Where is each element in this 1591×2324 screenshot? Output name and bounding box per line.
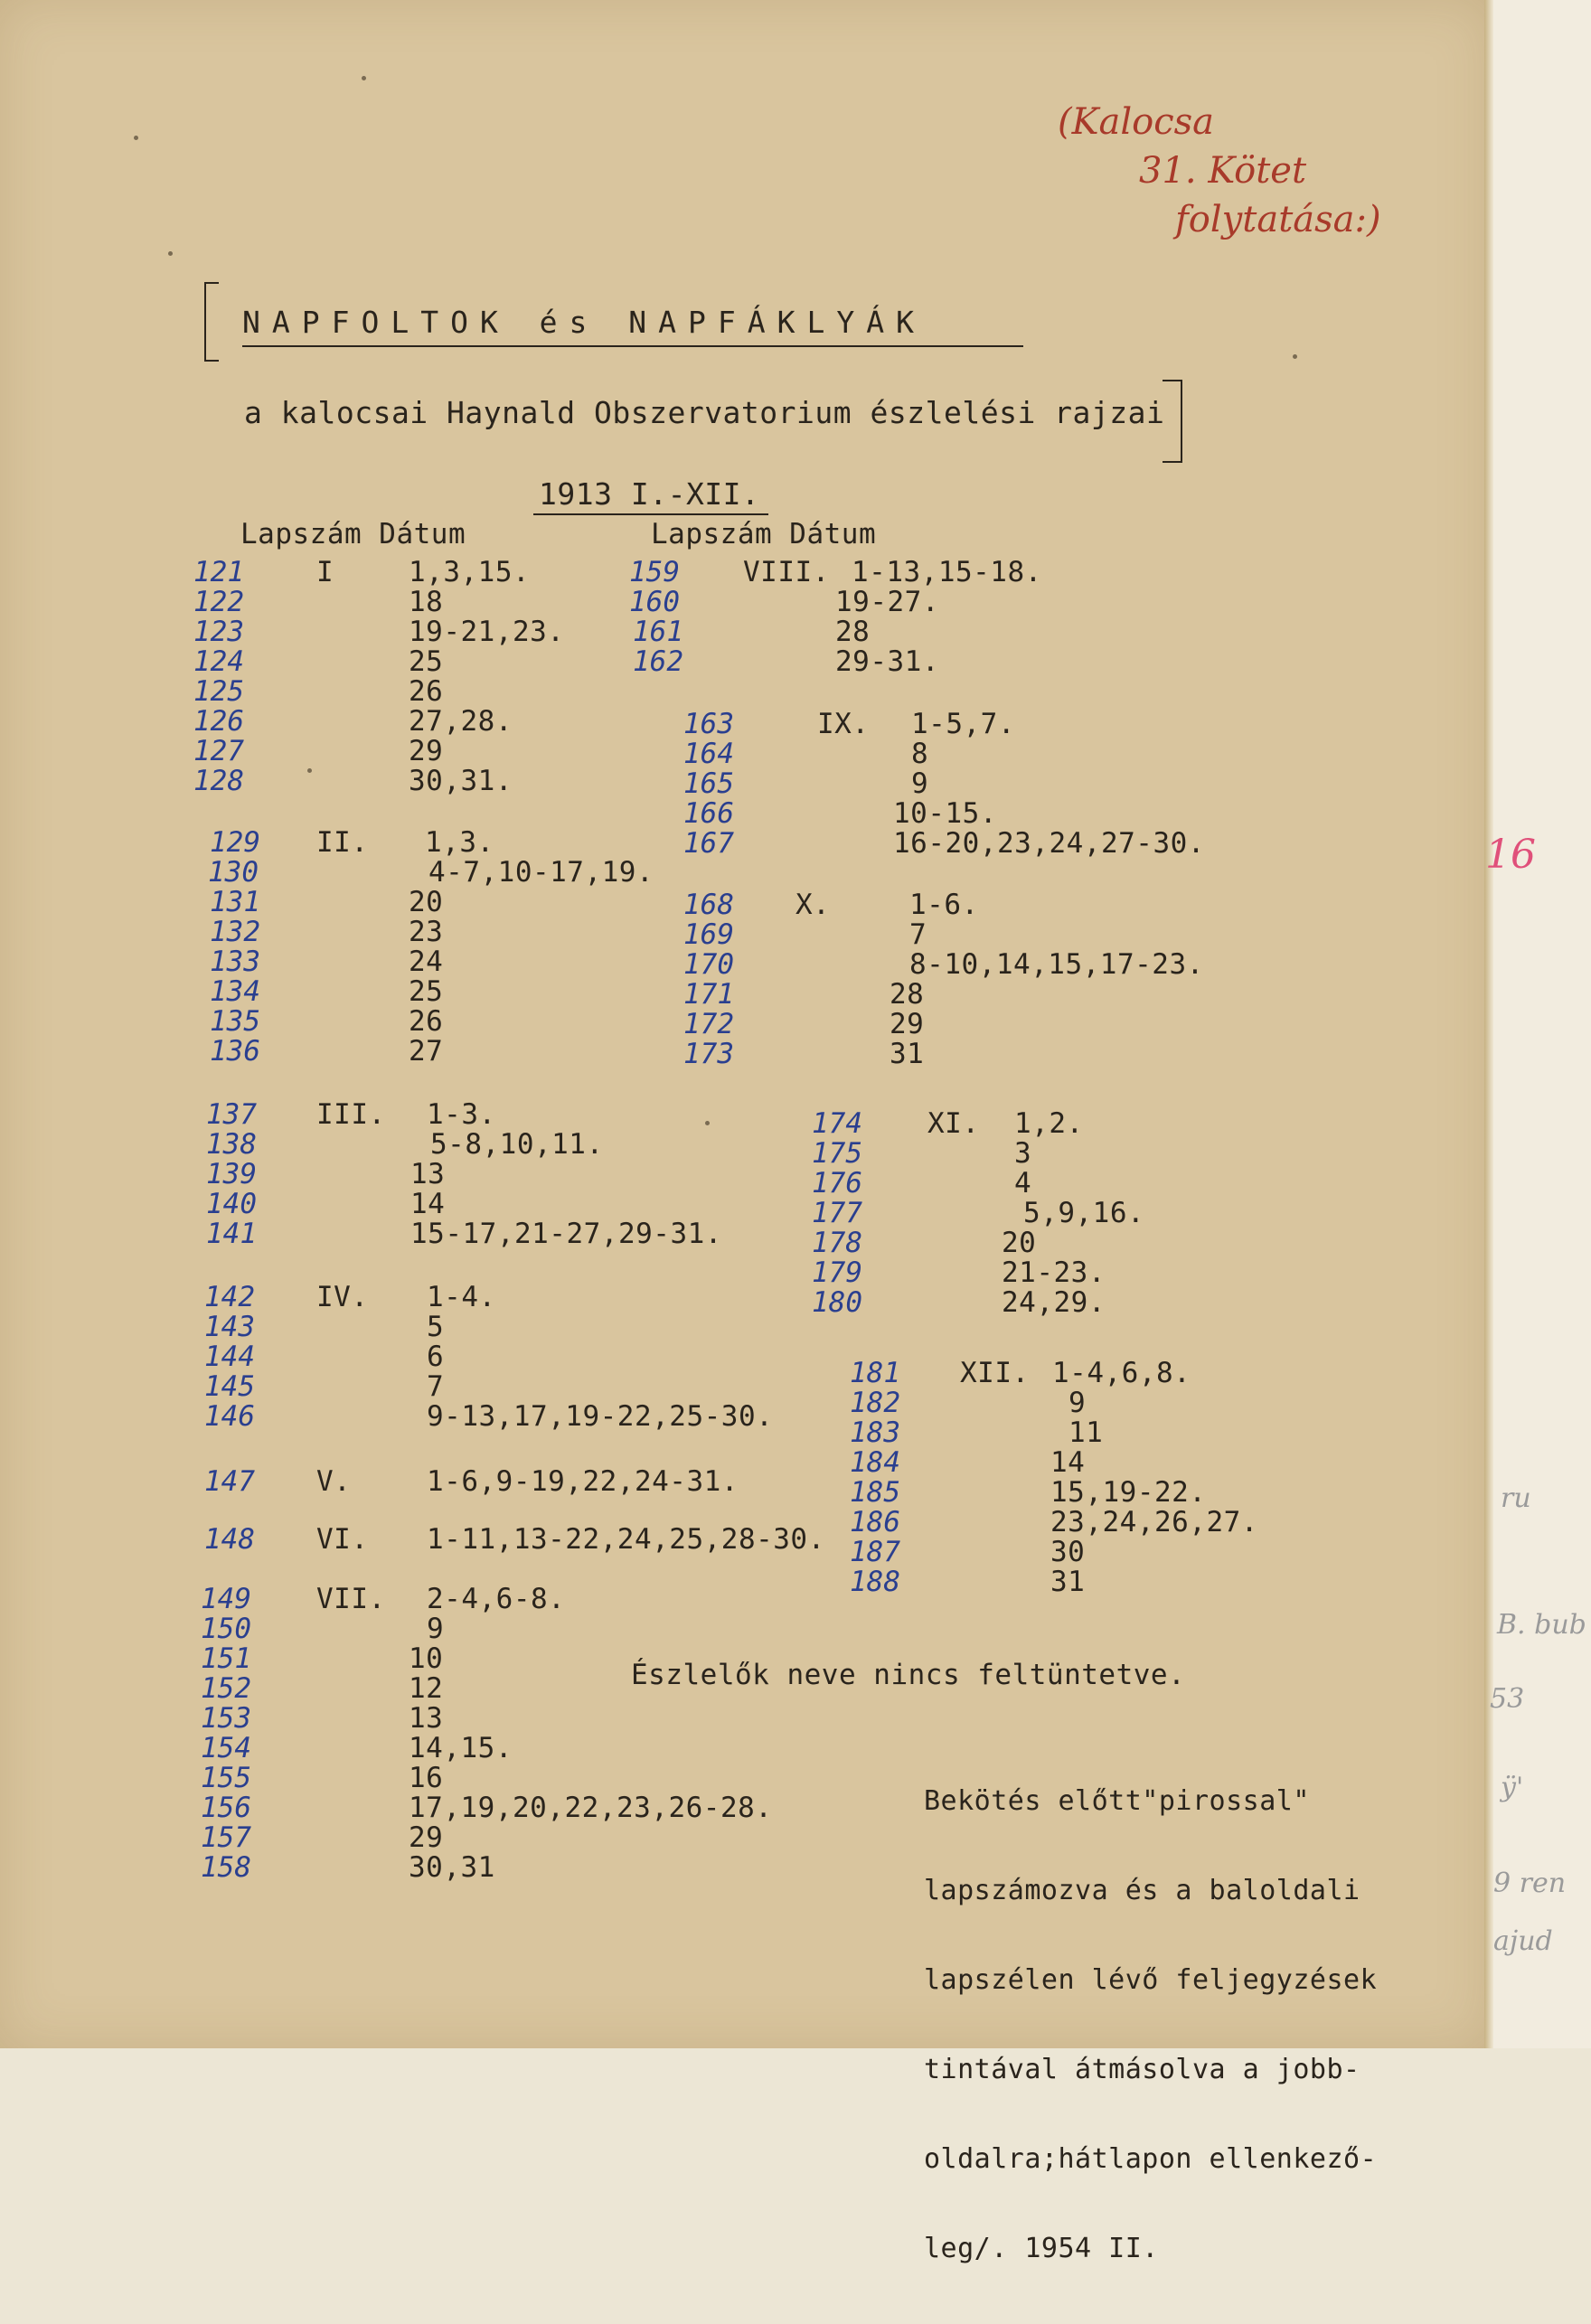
- entry-page-number: 159: [629, 556, 680, 588]
- entry-page-number: 171: [683, 978, 734, 1011]
- entry-month: IX.: [817, 708, 870, 740]
- entry-dates: 16: [409, 1762, 444, 1794]
- binding-note-line: lapszámozva és a baloldali: [924, 1875, 1360, 1906]
- entry-dates: 31: [890, 1038, 925, 1070]
- entry-page-number: 182: [850, 1387, 900, 1419]
- entry-dates: 15,19-22.: [1050, 1476, 1207, 1509]
- entry-dates: 28: [890, 978, 925, 1011]
- entry-page-number: 145: [204, 1370, 255, 1403]
- entry-page-number: 177: [812, 1197, 862, 1229]
- entry-dates: 1-5,7.: [911, 708, 1015, 740]
- entry-page-number: 150: [201, 1613, 251, 1645]
- entry-dates: 4: [1014, 1167, 1032, 1200]
- entry-page-number: 138: [206, 1128, 257, 1161]
- entry-dates: 18: [409, 586, 444, 618]
- entry-dates: 13: [409, 1702, 444, 1735]
- entry-page-number: 181: [850, 1357, 900, 1389]
- entry-page-number: 126: [193, 705, 244, 738]
- column-header-left: Lapszám Dátum: [240, 518, 466, 550]
- entry-dates: 9: [911, 767, 929, 800]
- entry-dates: 1-13,15-18.: [852, 556, 1042, 588]
- entry-page-number: 134: [210, 975, 260, 1008]
- entry-month: VII.: [316, 1583, 386, 1615]
- entry-dates: 3: [1014, 1137, 1032, 1170]
- entry-page-number: 157: [201, 1821, 251, 1854]
- entry-page-number: 175: [812, 1137, 862, 1170]
- entry-page-number: 163: [683, 708, 734, 740]
- entry-page-number: 187: [850, 1536, 900, 1568]
- entry-dates: 8-10,14,15,17-23.: [909, 948, 1204, 981]
- entry-month: II.: [316, 826, 369, 859]
- column-header-right: Lapszám Dátum: [651, 518, 877, 550]
- entry-page-number: 148: [204, 1523, 255, 1556]
- entry-dates: 27,28.: [409, 705, 513, 738]
- entry-dates: 29: [890, 1008, 925, 1040]
- entry-dates: 19-27.: [835, 586, 939, 618]
- entry-dates: 23,24,26,27.: [1050, 1506, 1258, 1538]
- entry-dates: 1-4.: [427, 1281, 496, 1313]
- entry-dates: 12: [409, 1672, 444, 1705]
- entry-page-number: 132: [210, 916, 260, 948]
- entry-page-number: 155: [201, 1762, 251, 1794]
- binding-note-line: oldalra;hátlapon ellenkező-: [924, 2143, 1378, 2175]
- entry-dates: 14: [410, 1188, 446, 1220]
- binding-note-line: Bekötés előtt"pirossal": [924, 1785, 1310, 1817]
- entry-dates: 2-4,6-8.: [427, 1583, 566, 1615]
- entry-dates: 28: [835, 616, 871, 648]
- entry-dates: 13: [410, 1158, 446, 1190]
- entry-dates: 27: [409, 1035, 444, 1068]
- entry-page-number: 143: [204, 1311, 255, 1343]
- title-bracket-right: [1163, 380, 1182, 463]
- entry-dates: 1,3,15.: [409, 556, 531, 588]
- entry-page-number: 185: [850, 1476, 900, 1509]
- strip-fragment: 9 ren: [1493, 1868, 1567, 1899]
- entry-dates: 16-20,23,24,27-30.: [893, 827, 1205, 860]
- entry-page-number: 127: [193, 735, 244, 767]
- entry-page-number: 147: [204, 1465, 255, 1498]
- entry-dates: 31: [1050, 1566, 1086, 1598]
- binding-note-line: lapszélen lévő feljegyzések: [924, 1964, 1378, 1996]
- entry-dates: 8: [911, 738, 929, 770]
- entry-dates: 29: [409, 735, 444, 767]
- entry-dates: 21-23.: [1002, 1256, 1106, 1289]
- entry-page-number: 176: [812, 1167, 862, 1200]
- entry-dates: 5-8,10,11.: [430, 1128, 604, 1161]
- entry-dates: 30,31: [409, 1851, 495, 1884]
- entry-month: VIII.: [743, 556, 830, 588]
- entry-dates: 1-11,13-22,24,25,28-30.: [427, 1523, 825, 1556]
- entry-dates: 9: [427, 1613, 445, 1645]
- strip-fragment: ÿ': [1501, 1772, 1524, 1803]
- paper-speck: [362, 76, 366, 80]
- document-title: NAPFOLTOK és NAPFÁKLYÁK: [242, 305, 926, 340]
- entry-page-number: 164: [683, 738, 734, 770]
- observers-note: Észlelők neve nincs feltüntetve.: [631, 1659, 1186, 1691]
- paper-speck: [1293, 354, 1297, 359]
- title-bracket-left: [204, 282, 219, 362]
- year-range: 1913 I.-XII.: [539, 476, 760, 512]
- entry-dates: 25: [409, 975, 444, 1008]
- binding-note-line: leg/. 1954 II.: [924, 2233, 1159, 2264]
- entry-page-number: 169: [683, 918, 734, 951]
- entry-page-number: 156: [201, 1792, 251, 1824]
- entry-dates: 20: [1002, 1227, 1037, 1259]
- entry-page-number: 141: [206, 1218, 257, 1250]
- entry-page-number: 173: [683, 1038, 734, 1070]
- entry-page-number: 128: [193, 765, 244, 797]
- title-underline: [242, 345, 1023, 347]
- entry-dates: 25: [409, 645, 444, 678]
- entry-dates: 17,19,20,22,23,26-28.: [409, 1792, 773, 1824]
- entry-month: XII.: [960, 1357, 1030, 1389]
- entry-page-number: 152: [201, 1672, 251, 1705]
- entry-page-number: 158: [201, 1851, 251, 1884]
- page-edge: [1484, 0, 1493, 2048]
- entry-page-number: 183: [850, 1416, 900, 1449]
- entry-page-number: 130: [208, 856, 259, 889]
- entry-page-number: 146: [204, 1400, 255, 1433]
- entry-page-number: 133: [210, 946, 260, 978]
- entry-page-number: 186: [850, 1506, 900, 1538]
- entry-month: I: [316, 556, 334, 588]
- entry-page-number: 165: [683, 767, 734, 800]
- entry-dates: 11: [1069, 1416, 1104, 1449]
- strip-fragment: ajud: [1493, 1925, 1553, 1957]
- entry-dates: 29: [409, 1821, 444, 1854]
- entry-dates: 30: [1050, 1536, 1086, 1568]
- entry-page-number: 184: [850, 1446, 900, 1479]
- entry-page-number: 167: [683, 827, 734, 860]
- entry-dates: 14: [1050, 1446, 1086, 1479]
- entry-page-number: 180: [812, 1286, 862, 1319]
- strip-fragment: B. bub: [1497, 1609, 1586, 1641]
- paper-speck: [307, 768, 312, 773]
- entry-page-number: 122: [193, 586, 244, 618]
- entry-page-number: 151: [201, 1642, 251, 1675]
- entry-page-number: 154: [201, 1732, 251, 1764]
- entry-page-number: 172: [683, 1008, 734, 1040]
- strip-fragment: 53: [1490, 1683, 1525, 1715]
- entry-dates: 1-6.: [909, 889, 979, 921]
- entry-page-number: 142: [204, 1281, 255, 1313]
- entry-page-number: 137: [206, 1098, 257, 1131]
- entry-page-number: 170: [683, 948, 734, 981]
- entry-dates: 26: [409, 675, 444, 708]
- entry-dates: 26: [409, 1005, 444, 1038]
- entry-dates: 1-3.: [427, 1098, 496, 1131]
- entry-dates: 1-4,6,8.: [1052, 1357, 1191, 1389]
- entry-page-number: 135: [210, 1005, 260, 1038]
- entry-month: III.: [316, 1098, 386, 1131]
- paper-speck: [134, 136, 138, 140]
- entry-dates: 9-13,17,19-22,25-30.: [427, 1400, 774, 1433]
- entry-dates: 10-15.: [893, 797, 997, 830]
- entry-dates: 7: [909, 918, 927, 951]
- adjacent-page-strip: [1493, 0, 1591, 2048]
- entry-month: IV.: [316, 1281, 369, 1313]
- entry-dates: 19-21,23.: [409, 616, 565, 648]
- entry-page-number: 149: [201, 1583, 251, 1615]
- entry-page-number: 178: [812, 1227, 862, 1259]
- entry-page-number: 123: [193, 616, 244, 648]
- entry-dates: 10: [409, 1642, 444, 1675]
- entry-dates: 24,29.: [1002, 1286, 1106, 1319]
- entry-page-number: 168: [683, 889, 734, 921]
- entry-page-number: 139: [206, 1158, 257, 1190]
- entry-dates: 1,2.: [1014, 1107, 1084, 1140]
- entry-page-number: 144: [204, 1341, 255, 1373]
- binding-note-line: tintával átmásolva a jobb-: [924, 2054, 1360, 2085]
- entry-dates: 24: [409, 946, 444, 978]
- entry-page-number: 162: [633, 645, 683, 678]
- entry-dates: 20: [409, 886, 444, 918]
- entry-page-number: 124: [193, 645, 244, 678]
- entry-dates: 1,3.: [425, 826, 494, 859]
- entry-dates: 14,15.: [409, 1732, 513, 1764]
- entry-dates: 4-7,10-17,19.: [428, 856, 654, 889]
- entry-dates: 30,31.: [409, 765, 513, 797]
- entry-page-number: 174: [812, 1107, 862, 1140]
- document-subtitle: a kalocsai Haynald Obszervatorium észlelési rajzai: [244, 395, 1165, 430]
- entry-page-number: 136: [210, 1035, 260, 1068]
- paper-speck: [168, 251, 173, 256]
- entry-page-number: 131: [210, 886, 260, 918]
- entry-dates: 9: [1069, 1387, 1087, 1419]
- strip-fragment: 16: [1485, 832, 1536, 878]
- entry-dates: 15-17,21-27,29-31.: [410, 1218, 722, 1250]
- entry-page-number: 153: [201, 1702, 251, 1735]
- entry-month: X.: [796, 889, 831, 921]
- entry-dates: 5: [427, 1311, 445, 1343]
- entry-dates: 1-6,9-19,22,24-31.: [427, 1465, 739, 1498]
- entry-month: V.: [316, 1465, 352, 1498]
- entry-month: XI.: [927, 1107, 980, 1140]
- entry-dates: 29-31.: [835, 645, 939, 678]
- entry-page-number: 188: [850, 1566, 900, 1598]
- entry-page-number: 166: [683, 797, 734, 830]
- entry-dates: 23: [409, 916, 444, 948]
- year-underline: [533, 513, 768, 515]
- handwritten-annotation: (Kalocsa 31. Kötet folytatása:): [1058, 101, 1381, 240]
- entry-page-number: 140: [206, 1188, 257, 1220]
- entry-page-number: 129: [210, 826, 260, 859]
- entry-dates: 5,9,16.: [1023, 1197, 1145, 1229]
- strip-fragment: ru: [1501, 1482, 1531, 1514]
- entry-page-number: 121: [193, 556, 244, 588]
- entry-page-number: 160: [629, 586, 680, 618]
- entry-page-number: 161: [633, 616, 683, 648]
- entry-dates: 6: [427, 1341, 445, 1373]
- entry-month: VI.: [316, 1523, 369, 1556]
- entry-dates: 7: [427, 1370, 445, 1403]
- entry-page-number: 125: [193, 675, 244, 708]
- paper-speck: [705, 1121, 710, 1125]
- entry-page-number: 179: [812, 1256, 862, 1289]
- binding-note: [924, 1727, 1377, 2323]
